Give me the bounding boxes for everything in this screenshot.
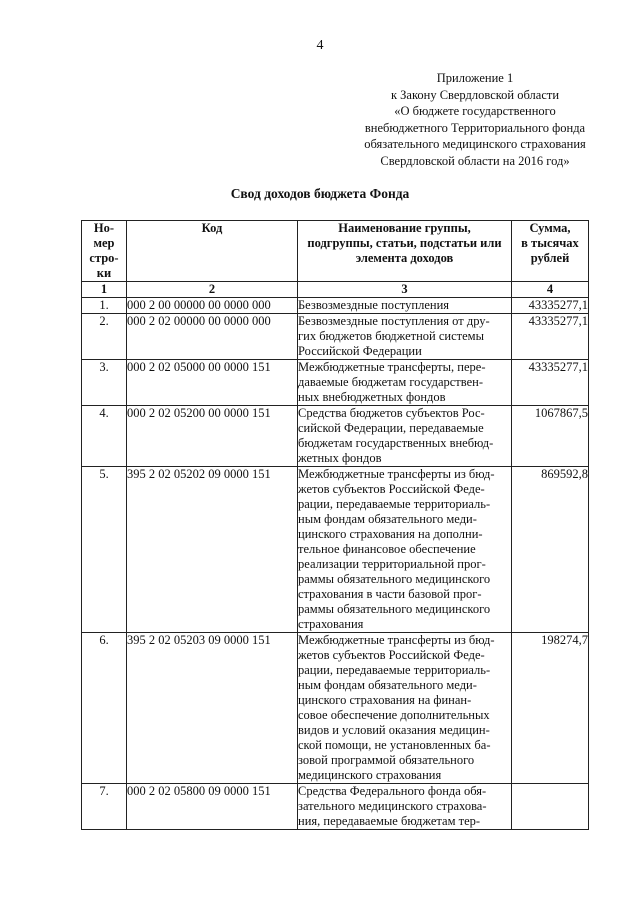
revenue-name-line: рации, передаваемые территориаль- <box>298 497 491 511</box>
appendix-line: Свердловской области на 2016 год» <box>380 153 570 168</box>
header-sum <box>512 221 589 282</box>
appendix-line: Приложение 1 <box>436 71 514 85</box>
revenue-name-line: жетов субъектов Российской Феде- <box>298 648 485 662</box>
amount: 43335277,1 <box>512 314 589 360</box>
table-row <box>82 314 589 360</box>
amount: 1067867,5 <box>512 406 589 467</box>
budget-code: 000 2 02 05200 00 0000 151 <box>127 406 298 467</box>
revenue-name <box>298 298 512 314</box>
amount: 198274,7 <box>512 633 589 784</box>
table-row <box>82 298 589 314</box>
amount: 869592,8 <box>512 467 589 633</box>
column-index: 2 <box>127 282 298 298</box>
revenue-name <box>298 314 512 360</box>
revenue-name-line: совое обеспечение дополнительных <box>298 708 490 722</box>
revenue-name-line: Межбюджетные трансферты из бюд- <box>298 467 495 481</box>
header-name <box>298 221 512 282</box>
header-line: мер <box>93 236 115 250</box>
appendix-line: «О бюджете государственного <box>394 104 556 118</box>
header-line: Но- <box>93 221 115 235</box>
revenue-name-line: ным фондам обязательного меди- <box>298 678 477 692</box>
row-number: 3. <box>82 360 127 406</box>
revenue-name-line: ным фондам обязательного меди- <box>298 512 477 526</box>
revenue-name-line: раммы обязательного медицинского <box>298 572 491 586</box>
header-line: рублей <box>530 251 570 265</box>
revenue-name-line: Безвозмездные поступления от дру- <box>298 314 490 328</box>
header-line: стро- <box>89 251 119 265</box>
budget-code: 000 2 02 05800 09 0000 151 <box>127 784 298 830</box>
revenue-name-line: страхования в части базовой прог- <box>298 587 482 601</box>
revenue-name-line: зательного медицинского страхова- <box>298 799 487 813</box>
budget-code: 395 2 02 05202 09 0000 151 <box>127 467 298 633</box>
revenue-name-line: Межбюджетные трансферты из бюд- <box>298 633 495 647</box>
revenue-name-line: Межбюджетные трансферты, пере- <box>298 360 486 374</box>
header-line: Сумма, <box>529 221 571 235</box>
revenue-name-line: цинского страхования на дополни- <box>298 527 483 541</box>
revenue-table <box>81 220 589 830</box>
revenue-name <box>298 406 512 467</box>
budget-code: 000 2 02 00000 00 0000 000 <box>127 314 298 360</box>
amount: 43335277,1 <box>512 298 589 314</box>
table-row <box>82 360 589 406</box>
revenue-name-line: ния, передаваемые бюджетам тер- <box>298 814 481 828</box>
budget-code: 000 2 00 00000 00 0000 000 <box>127 298 298 314</box>
appendix-line: внебюджетного Территориального фонда <box>364 120 586 135</box>
revenue-name-line: цинского страхования на финан- <box>298 693 472 707</box>
revenue-name-line: Средства Федерального фонда обя- <box>298 784 487 798</box>
column-index: 1 <box>82 282 127 298</box>
table-row <box>82 784 589 830</box>
appendix-line: к Закону Свердловской области <box>390 87 560 102</box>
revenue-name <box>298 633 512 784</box>
revenue-name-line: Средства бюджетов субъектов Рос- <box>298 406 485 420</box>
row-number: 6. <box>82 633 127 784</box>
amount <box>512 784 589 830</box>
revenue-name-line: жетных фондов <box>298 451 382 465</box>
revenue-name-line: реализации территориальной прог- <box>298 557 486 571</box>
header-code: Код <box>127 221 298 282</box>
revenue-name <box>298 360 512 406</box>
budget-code: 000 2 02 05000 00 0000 151 <box>127 360 298 406</box>
header-line: ки <box>96 266 112 280</box>
header-line: подгруппы, статьи, подстатьи или <box>307 236 502 250</box>
revenue-name-line: сийской Федерации, передаваемые <box>298 421 484 435</box>
revenue-name-line: медицинского страхования <box>298 768 442 782</box>
revenue-name-line: раммы обязательного медицинского <box>298 602 491 616</box>
revenue-name-line: тельное финансовое обеспечение <box>298 542 476 556</box>
document-title: Свод доходов бюджета Фонда <box>230 186 410 201</box>
budget-code: 395 2 02 05203 09 0000 151 <box>127 633 298 784</box>
row-number: 5. <box>82 467 127 633</box>
row-number: 1. <box>82 298 127 314</box>
page-number: 4 <box>316 38 324 53</box>
revenue-name <box>298 467 512 633</box>
amount: 43335277,1 <box>512 360 589 406</box>
revenue-name-line: рации, передаваемые территориаль- <box>298 663 491 677</box>
header-line: элемента доходов <box>355 251 454 265</box>
row-number: 2. <box>82 314 127 360</box>
revenue-name-line: даваемые бюджетам государствен- <box>298 375 483 389</box>
table-header-row <box>82 221 589 282</box>
revenue-name-line: бюджетам государственных внебюд- <box>298 436 494 450</box>
appendix-line: обязательного медицинского страхования <box>364 137 586 151</box>
header-row-number <box>82 221 127 282</box>
column-index: 4 <box>512 282 589 298</box>
header-line: Наименование группы, <box>338 221 471 235</box>
header-line: в тысячах <box>521 236 579 250</box>
table-row <box>82 633 589 784</box>
revenue-name-line: ской помощи, не установленных ба- <box>298 738 491 752</box>
revenue-name-line: ных внебюджетных фондов <box>298 390 446 404</box>
revenue-name-line: видов и условий оказания медицин- <box>298 723 490 737</box>
revenue-name-line: Безвозмездные поступления <box>298 298 450 312</box>
revenue-name-line: жетов субъектов Российской Феде- <box>298 482 485 496</box>
table-body <box>82 298 589 830</box>
row-number: 4. <box>82 406 127 467</box>
column-index-row <box>82 282 589 298</box>
appendix-block <box>330 70 620 169</box>
revenue-name <box>298 784 512 830</box>
column-index: 3 <box>298 282 512 298</box>
revenue-name-line: гих бюджетов бюджетной системы <box>298 329 484 343</box>
revenue-name-line: Российской Федерации <box>298 344 422 358</box>
revenue-name-line: страхования <box>298 617 364 631</box>
table-row <box>82 406 589 467</box>
revenue-name-line: зовой программой обязательного <box>298 753 475 767</box>
row-number: 7. <box>82 784 127 830</box>
table-row <box>82 467 589 633</box>
